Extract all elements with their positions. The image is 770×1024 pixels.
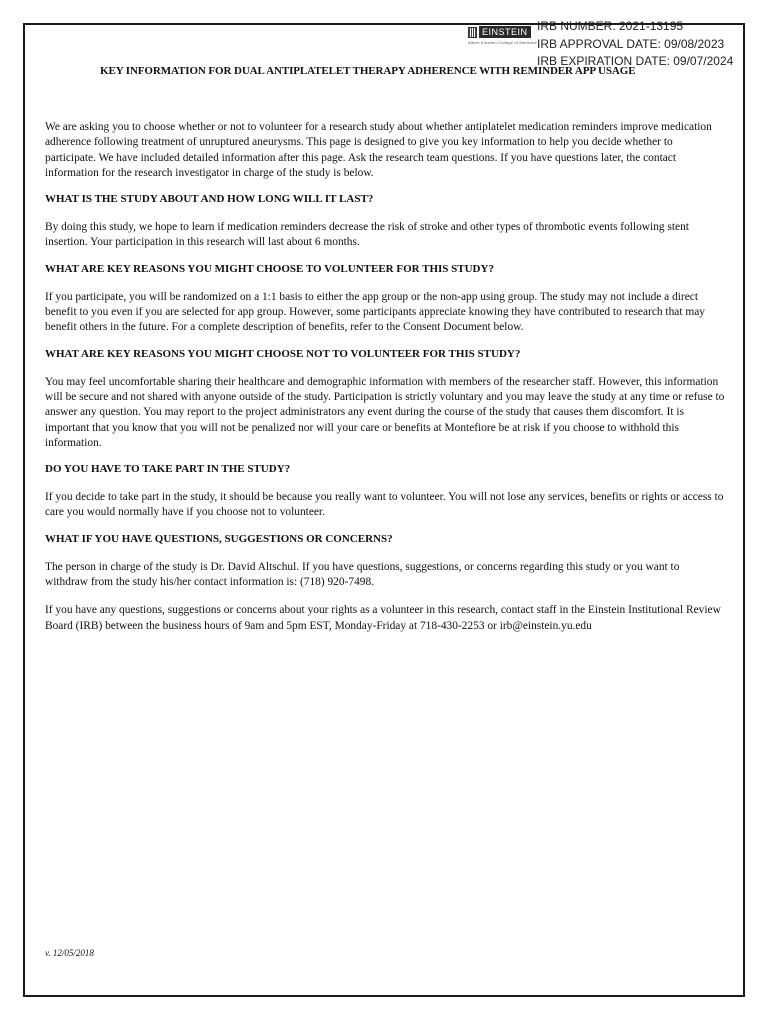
section-heading-questions: WHAT IF YOU HAVE QUESTIONS, SUGGESTIONS OR CONCERNS? bbox=[45, 532, 393, 545]
section-heading-study-about: WHAT IS THE STUDY ABOUT AND HOW LONG WILL IT LAST? bbox=[45, 193, 374, 206]
section-heading-reasons-volunteer: WHAT ARE KEY REASONS YOU MIGHT CHOOSE TO VOLUNTEER FOR THIS STUDY? bbox=[45, 262, 494, 275]
irb-expiration-date: IRB EXPIRATION DATE: 09/07/2024 bbox=[537, 54, 734, 68]
logo-wordmark: EINSTEIN bbox=[479, 26, 531, 38]
section-body-reasons-not-volunteer: You may feel uncomfortable sharing their healthcare and demographic information with members of the researcher staff. However, this information will be secure and not shared with anyone outside of the study. Participation is strictly voluntary and you may leave the study at any time or refuse to answer any question. You may report to the project administrators any event during the course of the study that causes them discomfort. It is important that you know that you will not be penalized nor will your care or benefits at Montefiore be at risk if you choose to withhold this information. bbox=[45, 375, 725, 449]
irb-approval-date: IRB APPROVAL DATE: 09/08/2023 bbox=[537, 37, 725, 51]
document-body bbox=[45, 120, 725, 634]
section-heading-take-part: DO YOU HAVE TO TAKE PART IN THE STUDY? bbox=[45, 463, 291, 476]
logo-mark-icon bbox=[468, 27, 477, 38]
logo-tagline: Albert Einstein College of Medicine bbox=[468, 40, 538, 45]
section-body-take-part: If you decide to take part in the study, it should be because you really want to volunteer. You will not lose any services, benefits or rights or access to care you would normally have if you choose not to volunteer. bbox=[45, 491, 724, 519]
section-body-study-about: By doing this study, we hope to learn if medication reminders decrease the risk of stroke and other types of thrombotic events following stent insertion. Your participation in this research will last about 6 months. bbox=[45, 221, 689, 249]
section-body-reasons-volunteer: If you participate, you will be randomized on a 1:1 basis to either the app group or the non-app using group. The study may not include a direct benefit to you even if you are selected for app group. However, some participants appreciate knowing they have contributed to research that may benefit others in the future. For a complete description of benefits, refer to the Consent Document below. bbox=[45, 290, 705, 334]
document-title: KEY INFORMATION FOR DUAL ANTIPLATELET THERAPY ADHERENCE WITH REMINDER APP USAGE bbox=[100, 65, 636, 77]
irb-number: IRB NUMBER: 2021-13195 bbox=[537, 19, 684, 33]
einstein-logo bbox=[468, 26, 538, 48]
section-body-questions: The person in charge of the study is Dr. David Altschul. If you have questions, suggestions, or concerns regarding this study or you want to withdraw from the study his/her contact information is: (718) 920-7498. bbox=[45, 560, 680, 589]
version-footer: v. 12/05/2018 bbox=[45, 948, 94, 958]
intro-paragraph: We are asking you to choose whether or not to volunteer for a research study about whether antiplatelet medication reminders improve medication adherence following treatment of unruptured aneurysms. This page is designed to give you key information to help you decide whether to participate. We have included detailed information after this page. Ask the research team questions. If you have questions later, the contact information for the research investigator in charge of the study is below. bbox=[45, 121, 712, 179]
closing-paragraph: If you have any questions, suggestions or concerns about your rights as a volunteer in this research, contact staff in the Einstein Institutional Review Board (IRB) between the business hours of 9am and 5pm EST, Monday-Friday at 718-430-2253 or irb@einstein.yu.edu bbox=[45, 604, 721, 632]
section-heading-reasons-not-volunteer: WHAT ARE KEY REASONS YOU MIGHT CHOOSE NOT TO VOLUNTEER FOR THIS STUDY? bbox=[45, 347, 521, 360]
